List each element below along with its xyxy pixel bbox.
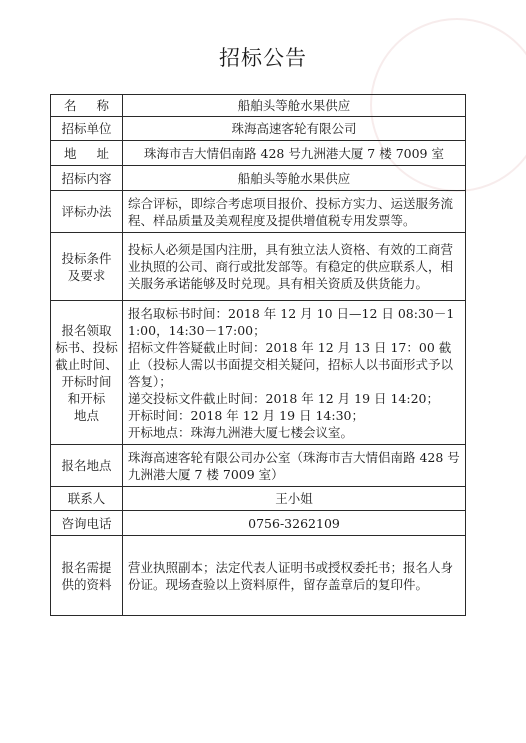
label-name — [51, 95, 123, 117]
schedule-opening-place: 开标地点：珠海九洲港大厦七楼会议室。 — [128, 424, 354, 440]
label-reg-place: 报名地点 — [51, 445, 123, 487]
value-contact: 王小姐 — [123, 487, 466, 511]
label-conditions — [51, 233, 123, 301]
row-project-name — [51, 95, 466, 117]
row-phone — [51, 511, 466, 536]
label-conditions-line-1: 投标条件 — [61, 250, 112, 266]
row-tender-unit — [51, 117, 466, 141]
label-content: 招标内容 — [51, 166, 123, 191]
label-schedule-line-2: 标书、投标 — [55, 339, 118, 355]
label-conditions-line-2: 及要求 — [67, 267, 106, 283]
row-registration-place — [51, 445, 466, 487]
value-method: 综合评标，即综合考虑项目报价、投标方实力、运送服务流程、样品质量及美观程度及提供增值税专用发票等。 — [123, 191, 466, 233]
schedule-opening-time: 开标时间：2018 年 12 月 19 日 14:30； — [128, 407, 364, 423]
label-schedule-line-5: 和开标 — [67, 390, 106, 406]
value-schedule — [123, 301, 466, 445]
value-conditions: 投标人必须是国内注册，具有独立法人资格、有效的工商营业执照的公司、商行或批发部等。有稳定的供应联系人，相关服务承诺能够及时兑现。具有相关资质及供货能力。 — [123, 233, 466, 301]
notice-table — [50, 94, 466, 616]
label-docs-line-1: 报名需提 — [61, 559, 112, 575]
value-name: 船舶头等舱水果供应 — [123, 95, 466, 117]
label-unit: 招标单位 — [51, 117, 123, 141]
value-phone: 0756-3262109 — [123, 511, 466, 536]
row-content — [51, 166, 466, 191]
label-schedule-line-6: 地点 — [73, 407, 99, 423]
label-address-char-2: 址 — [96, 145, 109, 161]
row-contact — [51, 487, 466, 511]
row-evaluation-method — [51, 191, 466, 233]
label-address — [51, 141, 123, 166]
schedule-qa-deadline: 招标文件答疑截止时间：2018 年 12 月 13 日 17：00 截止（投标人需以书面提交相关疑问，招标人以书面形式予以答复）； — [128, 339, 454, 389]
row-schedule — [51, 301, 466, 445]
label-contact: 联系人 — [51, 487, 123, 511]
page-title: 招标公告 — [219, 46, 307, 70]
row-address — [51, 141, 466, 166]
value-docs: 营业执照副本；法定代表人证明书或授权委托书；报名人身份证。现场查验以上资料原件，留存盖章后的复印件。 — [123, 536, 466, 616]
label-name-char-1: 名 — [64, 98, 77, 113]
schedule-signup-time: 报名取标书时间：2018 年 12 月 10 日—12 日 08:30－11:00，14:30－17:00； — [128, 305, 455, 338]
label-address-char-1: 地 — [64, 145, 77, 161]
label-schedule-line-4: 开标时间 — [61, 373, 112, 389]
row-documents — [51, 536, 466, 616]
row-conditions — [51, 233, 466, 301]
label-method: 评标办法 — [51, 191, 123, 233]
label-phone: 咨询电话 — [51, 511, 123, 536]
label-schedule-line-1: 报名领取 — [61, 322, 112, 338]
schedule-submit-deadline: 递交投标文件截止时间：2018 年 12 月 19 日 14:20； — [128, 390, 439, 406]
label-name-char-2: 称 — [96, 98, 109, 113]
value-unit: 珠海高速客轮有限公司 — [123, 117, 466, 141]
value-reg-place: 珠海高速客轮有限公司办公室（珠海市吉大情侣南路 428 号九洲港大厦 7 楼 7009 室） — [123, 445, 466, 487]
label-docs — [51, 536, 123, 616]
label-schedule — [51, 301, 123, 445]
value-content: 船舶头等舱水果供应 — [123, 166, 466, 191]
label-docs-line-2: 供的资料 — [61, 576, 112, 592]
label-schedule-line-3: 截止时间、 — [55, 356, 118, 372]
value-address: 珠海市吉大情侣南路 428 号九洲港大厦 7 楼 7009 室 — [123, 141, 466, 166]
